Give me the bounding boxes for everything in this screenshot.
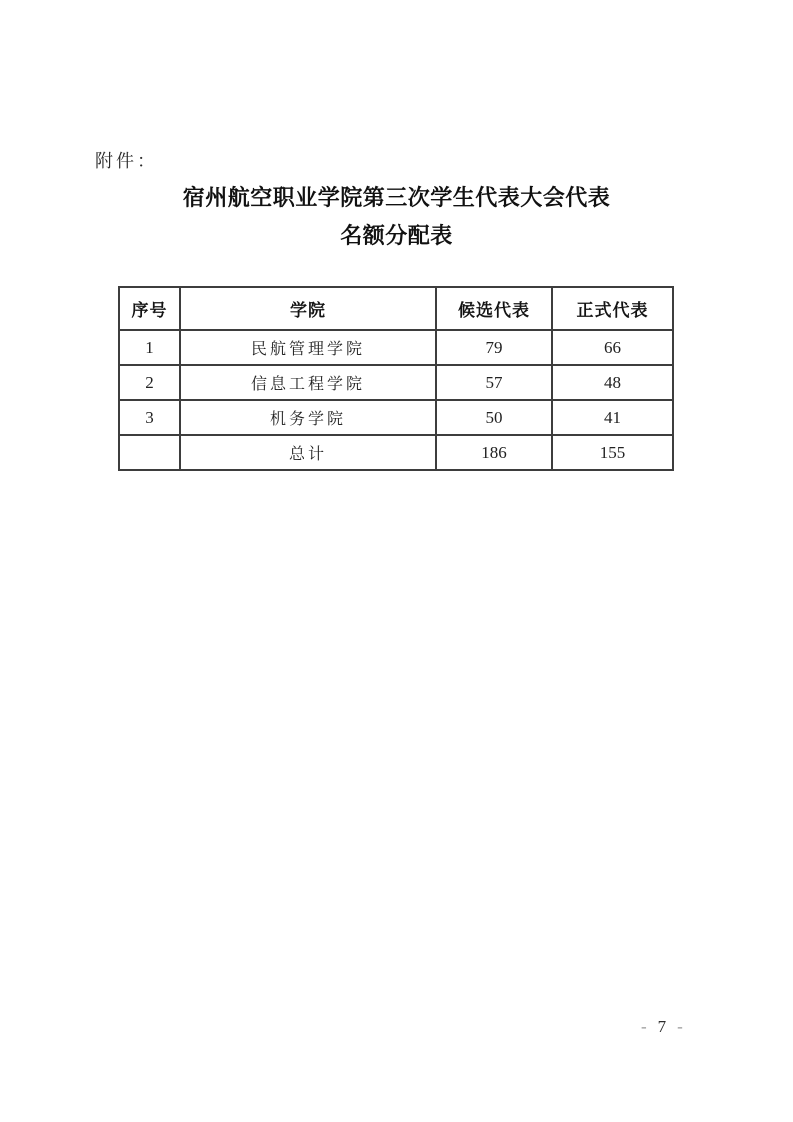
cell-formal-count: 155 — [552, 435, 673, 470]
header-serial-number: 序号 — [119, 287, 180, 330]
cell-serial-number: 2 — [119, 365, 180, 400]
cell-formal-count: 48 — [552, 365, 673, 400]
header-college: 学院 — [180, 287, 436, 330]
cell-serial-number — [119, 435, 180, 470]
document-title — [0, 179, 793, 255]
cell-candidate-count: 50 — [436, 400, 552, 435]
page-number — [641, 1017, 683, 1037]
cell-college: 民航管理学院 — [180, 330, 436, 365]
table-body — [119, 330, 673, 470]
page-number-value: 7 — [657, 1017, 667, 1036]
header-candidate-delegates: 候选代表 — [436, 287, 552, 330]
title-line-1: 宿州航空职业学院第三次学生代表大会代表 — [182, 185, 611, 210]
cell-college: 机务学院 — [180, 400, 436, 435]
table-row — [119, 365, 673, 400]
cell-serial-number: 1 — [119, 330, 180, 365]
table-header-row — [119, 287, 673, 330]
page-number-right-dash: - — [677, 1017, 683, 1036]
table-row — [119, 330, 673, 365]
delegate-allocation-table — [118, 286, 674, 471]
cell-candidate-count: 186 — [436, 435, 552, 470]
table-row — [119, 400, 673, 435]
page-number-left-dash: - — [641, 1017, 647, 1036]
attachment-label: 附件： — [95, 151, 158, 171]
header-formal-delegates: 正式代表 — [552, 287, 673, 330]
cell-formal-count: 66 — [552, 330, 673, 365]
cell-serial-number: 3 — [119, 400, 180, 435]
cell-candidate-count: 57 — [436, 365, 552, 400]
table-row — [119, 435, 673, 470]
title-line-2: 名额分配表 — [340, 223, 453, 248]
cell-formal-count: 41 — [552, 400, 673, 435]
cell-college: 信息工程学院 — [180, 365, 436, 400]
cell-college: 总计 — [180, 435, 436, 470]
cell-candidate-count: 79 — [436, 330, 552, 365]
